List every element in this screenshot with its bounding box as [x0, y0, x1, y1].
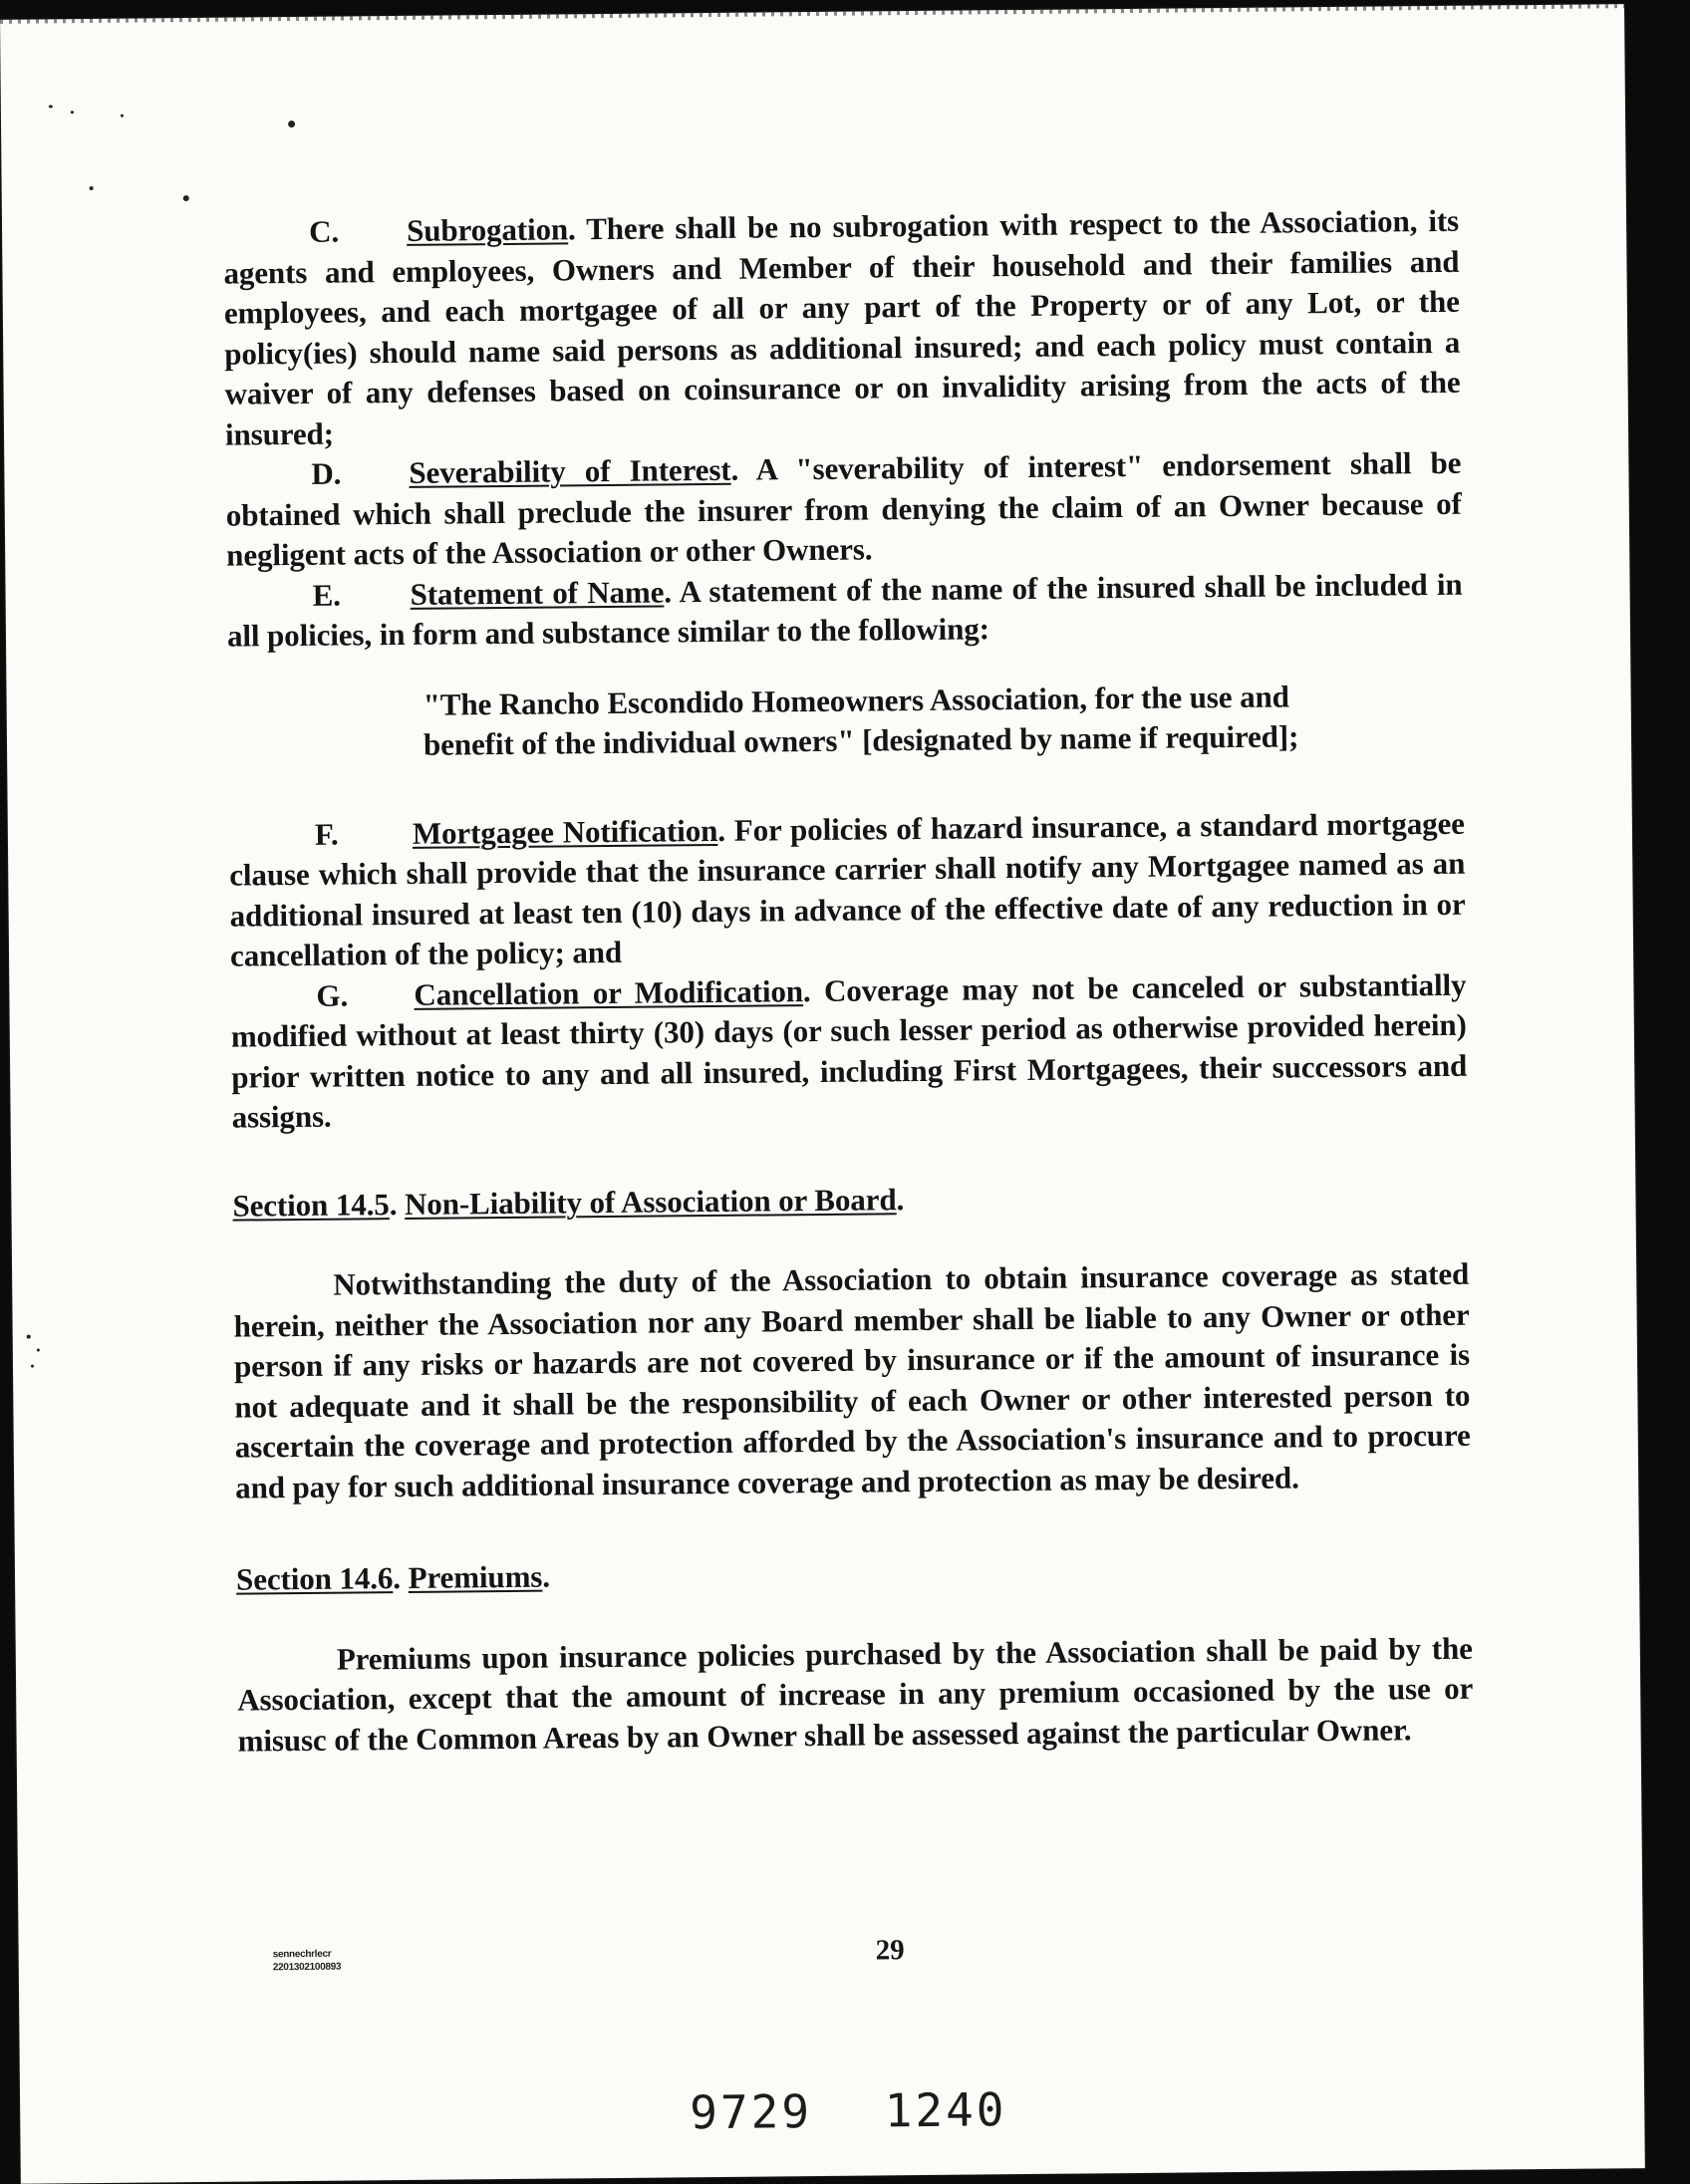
document-code-line: 2201302100893: [272, 1961, 342, 1974]
section-title: Premiums: [408, 1558, 543, 1595]
section-period: .: [896, 1181, 905, 1217]
section-title: Non-Liability of Association or Board: [404, 1181, 897, 1222]
clause-d: [225, 443, 1462, 576]
clause-title: Mortgagee Notification: [412, 812, 718, 851]
top-edge-noise: [0, 4, 1624, 24]
clause-f: [229, 803, 1466, 976]
scan-speck: [31, 1365, 34, 1368]
section-14-6-body: Premiums upon insurance policies purchased by the Association shall be paid by the Association, except that the amount of increase in any premium occasioned by the use or misusc of the Common Areas by an Owner shall be assessed against the particular Owner.: [237, 1630, 1474, 1759]
scan-speck: [288, 121, 295, 128]
page-number: 29: [875, 1934, 905, 1967]
document-body: [223, 201, 1474, 1762]
document-code: [273, 1948, 342, 1975]
clause-title: Subrogation: [406, 211, 569, 248]
scan-speck: [183, 195, 189, 201]
section-14-5-heading: [232, 1174, 1468, 1226]
section-separator: .: [393, 1559, 409, 1596]
clause-letter: E.: [312, 577, 341, 613]
clause-c: [223, 201, 1461, 455]
clause-title: Statement of Name: [410, 573, 665, 612]
clause-letter: D.: [311, 455, 342, 491]
clause-text: . There shall be no subrogation with respect to the Association, its agents and employees, Owners and Member of their household and their families and employees, and each mortgagee of all or any part of the Property or of any Lot, or the policy(ies) should name said persons as additional insured; and each policy must contain a waiver of any defenses based on coinsurance or on invalidity arising from the acts of the insured;: [223, 202, 1461, 452]
clause-title: Cancellation or Modification: [414, 972, 804, 1012]
recording-stamp: 9729 1240: [689, 2082, 1007, 2140]
clause-e: [226, 564, 1463, 657]
clause-g: [230, 964, 1467, 1138]
section-period: .: [542, 1558, 551, 1594]
section-number: Section 14.5: [232, 1186, 390, 1224]
clause-text: . For policies of hazard insurance, a standard mortgagee clause which shall provide that the insurance carrier shall notify any Mortgagee named as an additional insured at least ten (10) days in advance of the effective date of any reduction in or cancellation of the policy; and: [229, 805, 1466, 973]
scan-speck: [49, 105, 53, 108]
section-number: Section 14.6: [235, 1560, 394, 1597]
section-14-6-heading: [236, 1548, 1472, 1600]
scan-speck: [121, 115, 124, 118]
clause-title: Severability of Interest: [409, 451, 731, 490]
document-code-line: sennechrlecr: [272, 1948, 332, 1961]
scan-speck: [71, 111, 74, 114]
scan-speck: [90, 186, 94, 190]
scan-speck: [37, 1349, 40, 1352]
clause-text: . A "severability of interest" endorsement shall be obtained which shall preclude the insurer from denying the claim of an Owner because of negligent acts of the Association or other Owners.: [225, 444, 1462, 573]
clause-text: . Coverage may not be canceled or substantially modified without at least thirty (30) days (or such lesser period as otherwise provided herein) prior written notice to any and all insured, including First Mortgagees, their successors and assigns.: [230, 966, 1468, 1135]
clause-letter: C.: [308, 213, 340, 249]
clause-letter: G.: [316, 977, 349, 1013]
clause-letter: F.: [314, 816, 339, 852]
scan-speck: [27, 1335, 31, 1339]
section-14-5-body: Notwithstanding the duty of the Association to obtain insurance coverage as stated herein, neither the Association nor any Board member shall be liable to any Owner or other person if any risks or hazards are not covered by insurance or if the amount of insurance is not adequate and it shall be the responsibility of each Owner or other interested person to ascertain the coverage and protection afforded by the Association's insurance and to procure and pay for such additional insurance coverage and protection as may be desired.: [233, 1255, 1471, 1505]
clause-text: . A statement of the name of the insured shall be included in all policies, in form and substance similar to the following:: [226, 566, 1463, 654]
document-page: [0, 4, 1645, 2184]
insured-name-quote: "The Rancho Escondido Homeowners Association, for the use and benefit of the individual owners" [designated by name if required];: [422, 678, 1299, 762]
section-separator: .: [389, 1186, 406, 1222]
